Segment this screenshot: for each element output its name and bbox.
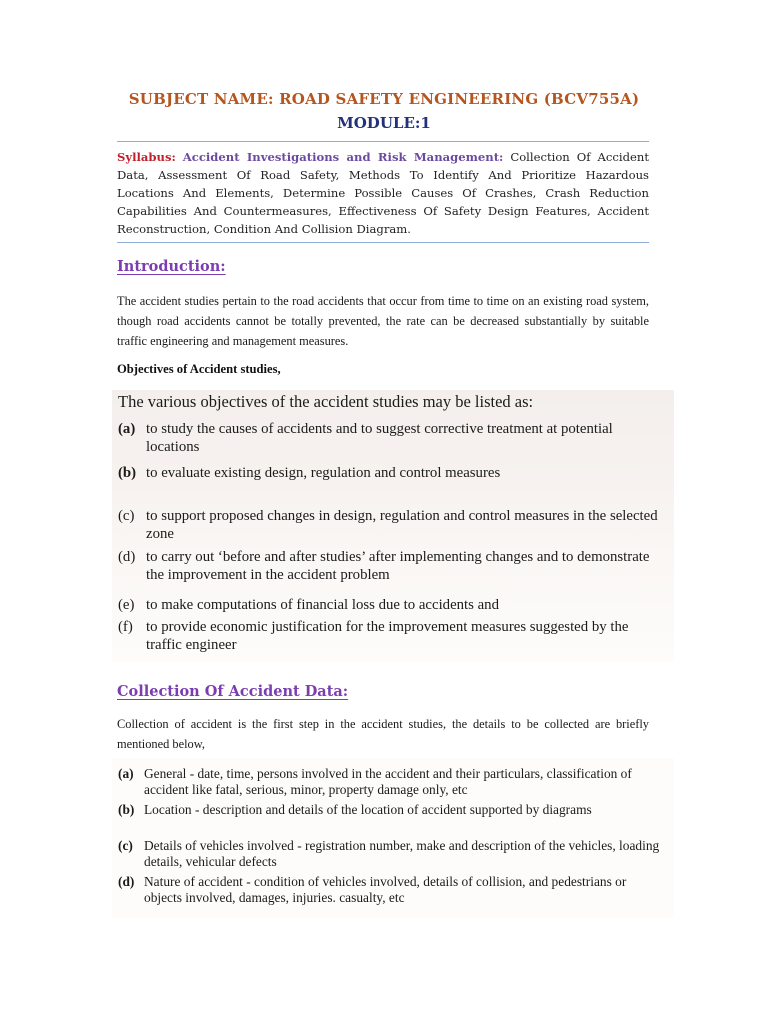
objective-text: to carry out ‘before and after studies’ after implementing changes and to demonstrate the improvement in the accident problem [146, 549, 650, 583]
divider-bottom [117, 242, 649, 243]
collection-paragraph: Collection of accident is the first step in the accident studies, the details to be collected are briefly mentioned below, [117, 717, 649, 751]
collection-item [118, 802, 666, 818]
collection-text: General - date, time, persons involved in the accident and their particulars, classification of accident like fatal, serious, minor, property damage only, etc [144, 766, 632, 797]
objective-text: to make computations of financial loss due to accidents and [146, 597, 499, 613]
objective-text: to study the causes of accidents and to suggest corrective treatment at potential locations [146, 421, 613, 455]
objective-item [118, 596, 666, 614]
objectives-heading: Objectives of Accident studies, [117, 362, 281, 376]
objective-text: to provide economic justification for the improvement measures suggested by the traffic engineer [146, 619, 629, 653]
collection-label: (d) [118, 874, 135, 889]
objective-item [118, 420, 666, 456]
collection-label: (b) [118, 802, 135, 817]
introduction-heading: Introduction: [117, 258, 226, 275]
collection-item [118, 874, 666, 906]
collection-scanned-image [112, 758, 674, 918]
syllabus-label: Syllabus: [117, 150, 176, 164]
objective-item [118, 507, 666, 543]
objective-label: (b) [118, 465, 137, 481]
collection-heading: Collection Of Accident Data: [117, 683, 349, 700]
objective-text: to support proposed changes in design, regulation and control measures in the selected zone [146, 508, 658, 542]
introduction-paragraph: The accident studies pertain to the road accidents that occur from time to time on an existing road system, though road accidents cannot be totally prevented, the rate can be decreased substantially by suitable traffic engineering and management measures. [117, 294, 649, 348]
collection-text: Nature of accident - condition of vehicles involved, details of collision, and pedestrians or objects involved, damages, injuries. casualty, etc [144, 874, 627, 905]
collection-label: (a) [118, 766, 134, 781]
collection-text: Location - description and details of the location of accident supported by diagrams [144, 802, 592, 817]
subject-title: SUBJECT NAME: ROAD SAFETY ENGINEERING (BCV755A) [128, 90, 640, 108]
objective-label: (c) [118, 508, 135, 524]
objective-text: to evaluate existing design, regulation and control measures [146, 465, 501, 481]
objective-item [118, 464, 666, 482]
objective-item [118, 548, 666, 584]
objective-label: (d) [118, 549, 136, 565]
objective-label: (f) [118, 619, 133, 635]
objective-label: (a) [118, 421, 136, 437]
syllabus-block [117, 148, 649, 238]
objective-label: (e) [118, 597, 135, 613]
module-title: MODULE:1 [337, 114, 431, 132]
collection-text: Details of vehicles involved - registration number, make and description of the vehicles, loading details, vehicular defects [144, 838, 660, 869]
syllabus-text: Collection Of Accident Data, Assessment Of Road Safety, Methods To Identify And Prioritize Hazardous Locations And Elements, Determine Possible Causes Of Crashes, Crash Reduction Capabilities And Countermeasures, Effectiveness Of Safety Design Features, Accident Reconstruction, Condition And Collision Diagram. [117, 150, 649, 236]
objectives-scanned-image [112, 390, 674, 662]
divider-top [117, 141, 649, 142]
collection-label: (c) [118, 838, 133, 853]
syllabus-topic: Accident Investigations and Risk Management: [182, 150, 504, 164]
objective-item [118, 618, 666, 654]
collection-item [118, 838, 666, 870]
collection-item [118, 766, 666, 798]
objectives-intro: The various objectives of the accident studies may be listed as: [118, 392, 534, 411]
